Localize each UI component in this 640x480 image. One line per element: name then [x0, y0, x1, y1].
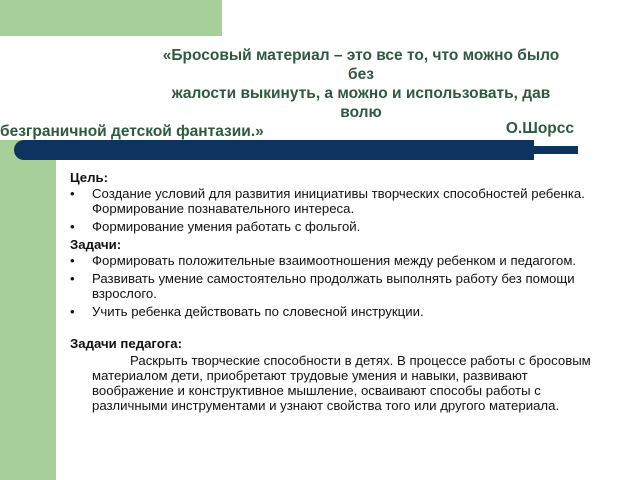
- decor-navy-bar: [14, 140, 534, 160]
- quote-line: безграничной детской фантазии.»: [0, 123, 264, 140]
- goal-heading: Цель:: [70, 170, 109, 185]
- list-item-text: Учить ребенка действовать по словесной инструкции.: [92, 304, 424, 319]
- list-item-text: Создание условий для развития инициативы творческих способностей ребенка. Формирование познавательного интереса.: [92, 186, 585, 216]
- list-item: [70, 304, 610, 319]
- decor-navy-bar-tail: [534, 146, 578, 154]
- list-item-text: Формирование умения работать с фольгой.: [92, 219, 361, 234]
- quote-line: «Бросовый материал – это все то, что можно было без: [162, 47, 560, 83]
- teacher-tasks-heading: Задачи педагога:: [70, 336, 182, 351]
- quote-author: О.Шорсс: [505, 120, 574, 137]
- bullet-icon: •: [70, 304, 75, 319]
- slide-body: [70, 170, 610, 413]
- bullet-icon: •: [70, 271, 75, 286]
- epigraph-quote: [0, 46, 572, 141]
- list-item: [70, 253, 610, 268]
- list-item-text: Развивать умение самостоятельно продолжать выполнять работу без помощи взрослого.: [92, 271, 575, 301]
- bullet-icon: •: [70, 186, 75, 201]
- quote-line: жалости выкинуть, а можно и использовать, дав волю: [171, 85, 551, 121]
- teacher-tasks-paragraph: Раскрыть творческие способности в детях. В процессе работы с бросовым материалом дети, приобретают трудовые умения и навыки, развивают воображение и конструктивное мышление, осваивают способы работы с различными инструментами и узнают свойства того или другого материала.: [92, 353, 591, 413]
- spacer: [70, 322, 610, 336]
- tasks-heading: Задачи:: [70, 237, 122, 252]
- list-item: [70, 271, 610, 301]
- list-item: [70, 186, 610, 216]
- bullet-icon: •: [70, 253, 75, 268]
- list-item: [70, 219, 610, 234]
- tasks-list: [70, 253, 610, 319]
- list-item-text: Формировать положительные взаимоотношения между ребенком и педагогом.: [92, 253, 577, 268]
- bullet-icon: •: [70, 219, 75, 234]
- goal-list: [70, 186, 610, 234]
